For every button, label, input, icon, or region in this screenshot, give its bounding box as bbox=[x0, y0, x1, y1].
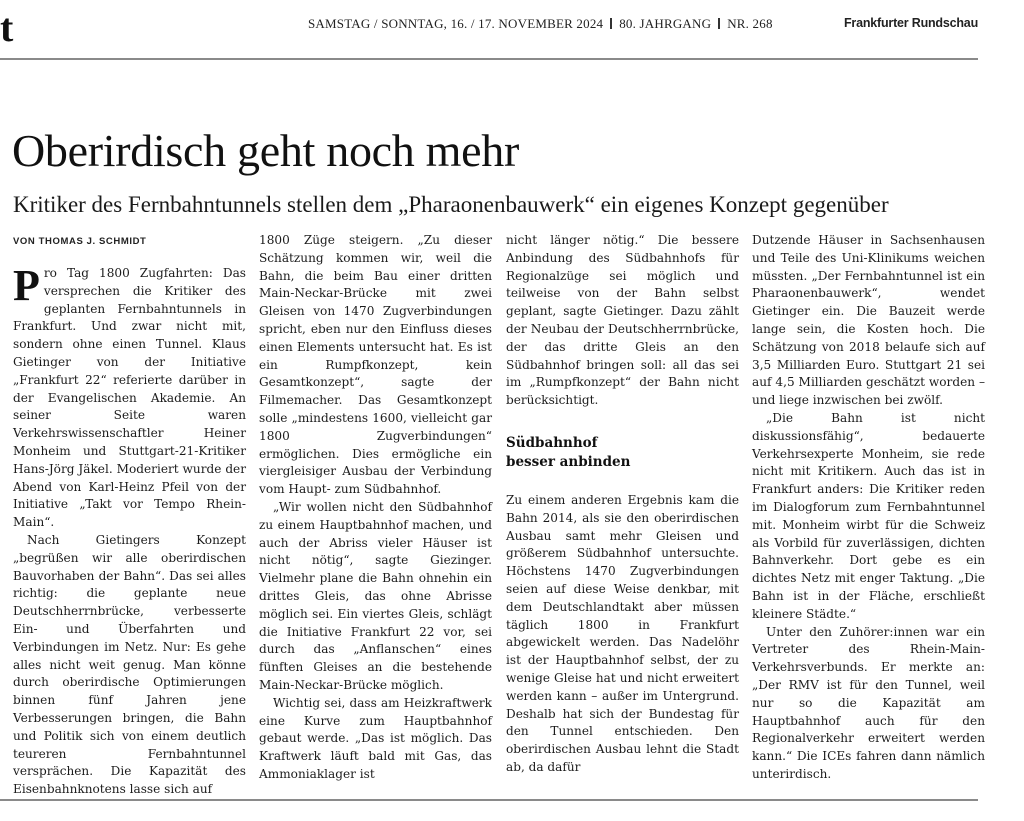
paragraph: Zu einem anderen Ergebnis kam die Bahn 2014, als sie den oberirdischen Ausbau samt mehr Gleisen und größerem Südbahnhof untersuchte. Höchstens 1470 Zugverbindungen seien auf diese Weise denkbar, mit dem Deutschlandtakt aber müssen täglich 1800 in Frankfurt abgewickelt werden. Das Nadelöhr ist der Hauptbahnhof selbst, der zu wenige Gleise hat und nicht erweitert werden kann – außer im Untergrund. Deshalb hat sich der Bundestag für den Tunnel entschieden. Den oberirdischen Ausbau lehnt die Stadt ab, da dafür bbox=[506, 492, 739, 774]
crosshead-line: Südbahnhof bbox=[506, 434, 598, 451]
page-folio-letter: t bbox=[0, 5, 14, 50]
paragraph: Nach Gietingers Konzept „begrüßen wir alle oberirdischen Bauvorhaben der Bahn“. Das sei alles richtig: die geplante neue Deutschherrnbrücke, verbesserte Ein- und Überfahrten und Verbindungen im Netz. Nur: Es gehe alles nicht weit genug. Man könne durch oberirdische Optimierungen binnen fünf Jahren jene Verbesserungen bringen, die Bahn und Politik sich von einem deutlich teureren Fernbahntunnel versprächen. Die Kapazität des Eisenbahnknotens lasse sich auf bbox=[13, 532, 246, 797]
paragraph: „Die Bahn ist nicht diskussionsfähig“, bedauerte Verkehrsexperte Monheim, sie rede nicht mit Kritikern. Auch das ist in Frankfurt anders: Die Kritiker reden im Dialogforum zum Fernbahntunnel mit. Monheim wirbt für die Schweiz als Vorbild für zuverlässigen, dichten Bahnverkehr. Dort gebe es ein dichtes Netz mit enger Taktung. „Die Bahn ist in der Fläche, erschließt kleinere Städte.“ bbox=[752, 410, 985, 621]
issue-number: NR. 268 bbox=[727, 16, 773, 31]
volume-number: 80. JAHRGANG bbox=[619, 16, 712, 31]
paragraph: Dutzende Häuser in Sachsenhausen und Teile des Uni-Klinikums weichen müssten. „Der Fernbahntunnel ist ein Pharaonenbauwerk“, wendet Gietinger ein. Die Bauzeit werde lange sein, die Kosten hoch. Die Schätzung von 2018 belaufe sich auf 3,5 Milliarden Euro. Stuttgart 21 sei auf 4,5 Milliarden geschätzt worden – und liege inzwischen bei zwölf. bbox=[752, 233, 985, 408]
article-column-2 bbox=[259, 232, 492, 784]
dateline-separator bbox=[610, 18, 612, 29]
article-headline: Oberirdisch geht noch mehr bbox=[12, 125, 519, 176]
paragraph: Unter den Zuhörer:innen war ein Vertreter des Rhein-Main-Verkehrsverbunds. Er merkte an: „Der RMV ist für den Tunnel, weil nur so die Kapazität am Hauptbahnhof auch für den Regionalverkehr erweitert werden kann.“ Die ICEs fahren dann nämlich unterirdisch. bbox=[752, 624, 985, 781]
crosshead bbox=[506, 434, 739, 472]
paragraph-text: ro Tag 1800 Zugfahrten: Das versprechen die Kritiker des geplanten Fernbahntunnels in Frankfurt. Und zwar nicht mit, sondern ohne einen Tunnel. Klaus Gietinger von der Initiative „Frankfurt 22“ referierte darüber in der Evangelischen Akademie. An seiner Seite waren Verkehrswissenschaftler Heiner Monheim und Stuttgart-21-Kritiker Hans-Jörg Jäkel. Moderiert wurde der Abend von Karl-Heinz Pfeil von der Initiative „Takt vor Tempo Rhein-Main“. bbox=[13, 266, 246, 530]
drop-cap: P bbox=[13, 261, 40, 310]
bottom-rule bbox=[0, 799, 978, 801]
paragraph: nicht länger nötig.“ Die bessere Anbindung des Südbahnhofs für Regionalzüge sei möglich und teilweise von der Bahn selbst geplant, sagte Gietinger. Dazu zählt der Neubau der Deutschherrnbrücke, der das dritte Gleis an den Südbahnhof bringen soll: all das sei im „Rumpfkonzept“ der Bahn nicht berücksichtigt. bbox=[506, 233, 739, 408]
newspaper-name: Frankfurter Rundschau bbox=[843, 16, 978, 30]
article-column-3 bbox=[506, 232, 739, 777]
paragraph: „Wir wollen nicht den Südbahnhof zu einem Hauptbahnhof machen, und auch der Abriss vieler Häuser ist nicht nötig“, sagte Giezinger. Vielmehr plane die Bahn ohnehin ein drittes Gleis, das ohne Abrisse möglich sei. Ein viertes Gleis, schlägt die Initiative Frankfurt 22 vor, sei durch das „Anflanschen“ eines fünften Gleises an die bestehende Main-Neckar-Brücke möglich. bbox=[259, 499, 492, 692]
article-column-1 bbox=[13, 261, 246, 799]
dateline-separator bbox=[718, 18, 720, 29]
paragraph: Wichtig sei, dass am Heizkraftwerk eine Kurve zum Hauptbahnhof gebaut werde. „Das ist möglich. Das Kraftwerk läuft bald mit Gas, das Ammoniaklager ist bbox=[259, 695, 492, 781]
crosshead-line: besser anbinden bbox=[506, 453, 631, 470]
article-subheadline: Kritiker des Fernbahntunnels stellen dem „Pharaonenbauwerk“ ein eigenes Konzept gegenüber bbox=[13, 192, 889, 217]
issue-date: SAMSTAG / SONNTAG, 16. / 17. NOVEMBER 2024 bbox=[308, 16, 604, 31]
article-column-4 bbox=[752, 232, 985, 784]
top-rule bbox=[0, 58, 978, 60]
paragraph: 1800 Züge steigern. „Zu dieser Schätzung kommen wir, weil die Bahn, die beim Bau einer dritten Main-Neckar-Brücke mit zwei Gleisen von 1470 Zugverbindungen spricht, eben nur den Einfluss dieses einen Elements untersucht hat. Es ist ein Rumpfkonzept, kein Gesamtkonzept“, sagte der Filmemacher. Das Gesamtkonzept solle „mindestens 1600, vielleicht gar 1800 Zugverbindungen“ ermöglichen. Dies ermögliche ein viergleisiger Ausbau der Verbindung vom Haupt- zum Südbahnhof. bbox=[259, 233, 492, 497]
dateline bbox=[308, 16, 773, 32]
article-byline: VON THOMAS J. SCHMIDT bbox=[13, 236, 147, 247]
paragraph bbox=[13, 261, 246, 532]
